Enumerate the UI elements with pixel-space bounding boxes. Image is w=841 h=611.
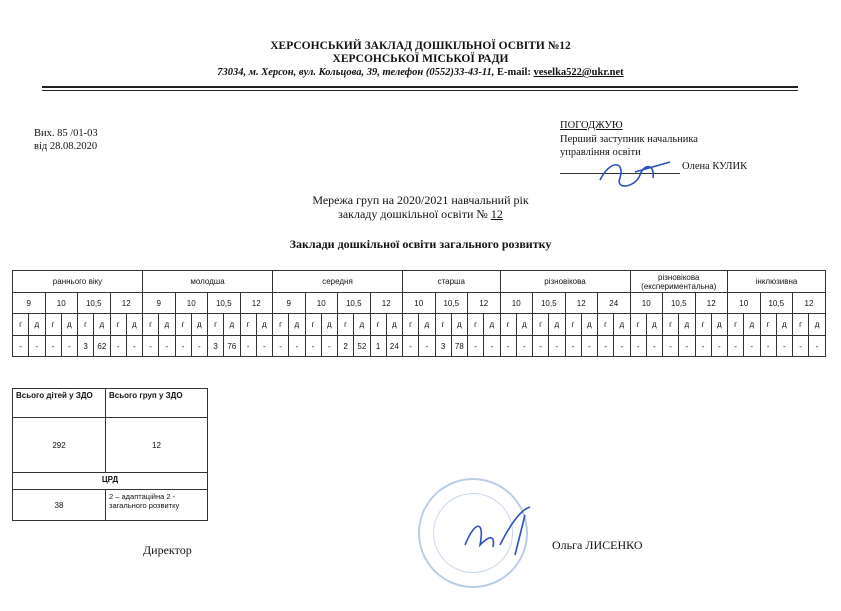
crd-total: 38 — [13, 490, 106, 521]
title-line2-prefix: закладу дошкільної освіти № — [338, 207, 488, 221]
sub-label-g: г — [598, 314, 614, 336]
value-cell: - — [565, 336, 581, 357]
group-header: середня — [273, 271, 403, 293]
title-line1: Мережа груп на 2020/2021 навчальний рік — [312, 193, 529, 207]
sub-label-d: д — [646, 314, 662, 336]
email-label: E-mail: — [497, 67, 531, 78]
group-header: інклюзивна — [728, 271, 826, 293]
value-cell: - — [403, 336, 419, 357]
value-cell: - — [126, 336, 142, 357]
value-cell: - — [679, 336, 695, 357]
approval-position: Перший заступник начальника — [560, 134, 698, 145]
hours-cell: 9 — [273, 293, 306, 314]
value-cell: - — [61, 336, 77, 357]
sub-label-d: д — [354, 314, 370, 336]
value-cell: - — [256, 336, 272, 357]
sub-label-g: г — [533, 314, 549, 336]
sub-label-d: д — [61, 314, 77, 336]
hours-cell: 10,5 — [533, 293, 566, 314]
institution-contacts — [0, 67, 841, 78]
group-header: раннього віку — [13, 271, 143, 293]
outgoing-number: Вих. 85 /01-03 — [34, 128, 98, 139]
values-row — [13, 336, 826, 357]
approval-department: управління освіти — [560, 147, 641, 158]
hours-cell: 9 — [143, 293, 176, 314]
sub-label-g: г — [403, 314, 419, 336]
sub-label-g: г — [468, 314, 484, 336]
value-cell: - — [240, 336, 256, 357]
sub-label-d: д — [94, 314, 110, 336]
value-cell: - — [776, 336, 792, 357]
value-cell: - — [646, 336, 662, 357]
title-line2 — [0, 207, 841, 222]
value-cell: - — [484, 336, 500, 357]
director-name: Ольга ЛИСЕНКО — [552, 538, 643, 552]
sub-label-g: г — [208, 314, 224, 336]
value-cell: - — [419, 336, 435, 357]
hours-cell: 10,5 — [208, 293, 241, 314]
group-header: старша — [403, 271, 501, 293]
sub-label-g: г — [338, 314, 354, 336]
sub-label-g: г — [695, 314, 711, 336]
sub-label-g: г — [13, 314, 29, 336]
value-cell: - — [110, 336, 126, 357]
sub-label-g: г — [370, 314, 386, 336]
hours-cell: 10,5 — [663, 293, 696, 314]
sub-label-g: г — [110, 314, 126, 336]
group-header: молодша — [143, 271, 273, 293]
hours-cell: 10,5 — [435, 293, 468, 314]
sub-label-d: д — [451, 314, 467, 336]
sub-label-d: д — [679, 314, 695, 336]
value-cell: - — [598, 336, 614, 357]
sub-label-g: г — [435, 314, 451, 336]
sub-label-g: г — [240, 314, 256, 336]
children-total: 292 — [13, 418, 106, 473]
sub-label-g: г — [760, 314, 776, 336]
title-line3: Заклади дошкільної освіти загального розвитку — [289, 237, 552, 251]
sub-label-d: д — [614, 314, 630, 336]
hours-cell: 10 — [728, 293, 761, 314]
sub-label-d: д — [744, 314, 760, 336]
sub-label-g: г — [793, 314, 809, 336]
value-cell: - — [614, 336, 630, 357]
hours-cell: 12 — [240, 293, 273, 314]
approval-heading: ПОГОДЖУЮ — [560, 120, 623, 131]
value-cell: - — [273, 336, 289, 357]
group-network-table — [12, 270, 826, 357]
hours-cell: 10 — [500, 293, 533, 314]
sub-label-g: г — [663, 314, 679, 336]
value-cell: - — [305, 336, 321, 357]
sub-label-g: г — [728, 314, 744, 336]
hours-cell: 10,5 — [760, 293, 793, 314]
value-cell: - — [13, 336, 29, 357]
value-cell: - — [143, 336, 159, 357]
hours-cell: 12 — [110, 293, 143, 314]
director-signature — [455, 505, 545, 560]
value-cell: - — [760, 336, 776, 357]
groups-total: 12 — [106, 418, 208, 473]
value-cell: 78 — [451, 336, 467, 357]
value-cell: 62 — [94, 336, 110, 357]
hours-cell: 24 — [598, 293, 631, 314]
sub-label-d: д — [776, 314, 792, 336]
address: 73034, м. Херсон, вул. Кольцова, 39, телефон (0552)33-43-11, — [217, 67, 495, 78]
groups-label: Всього груп у ЗДО — [106, 389, 208, 418]
value-cell: - — [533, 336, 549, 357]
hours-cell: 10,5 — [338, 293, 371, 314]
value-cell: - — [289, 336, 305, 357]
approval-name: Олена КУЛИК — [682, 161, 748, 172]
hours-cell: 10 — [45, 293, 78, 314]
sub-label-d: д — [549, 314, 565, 336]
sub-label-d: д — [581, 314, 597, 336]
value-cell: - — [630, 336, 646, 357]
value-cell: - — [793, 336, 809, 357]
value-cell: - — [516, 336, 532, 357]
sub-label-g: г — [305, 314, 321, 336]
sub-label-d: д — [224, 314, 240, 336]
value-cell: - — [175, 336, 191, 357]
sub-label-g: г — [78, 314, 94, 336]
value-cell: 2 — [338, 336, 354, 357]
hours-cell: 10 — [305, 293, 338, 314]
sub-label-g: г — [143, 314, 159, 336]
value-cell: - — [549, 336, 565, 357]
sub-label-g: г — [565, 314, 581, 336]
hours-cell: 10 — [175, 293, 208, 314]
value-cell: - — [695, 336, 711, 357]
header-divider — [42, 86, 798, 88]
hours-cell: 12 — [565, 293, 598, 314]
value-cell: 3 — [435, 336, 451, 357]
sub-label-g: г — [175, 314, 191, 336]
hours-cell: 12 — [793, 293, 826, 314]
header-divider-thin — [42, 90, 798, 91]
sub-label-d: д — [321, 314, 337, 336]
value-cell: 24 — [386, 336, 402, 357]
value-cell: - — [711, 336, 727, 357]
group-header: різновікова (експериментальна) — [630, 271, 728, 293]
sub-label-g: г — [45, 314, 61, 336]
sub-label-g: г — [500, 314, 516, 336]
crd-detail: 2 – адаптаційна 2 - загального розвитку — [106, 490, 208, 521]
sub-label-g: г — [273, 314, 289, 336]
value-cell: - — [809, 336, 826, 357]
sub-label-d: д — [484, 314, 500, 336]
children-label: Всього дітей у ЗДО — [13, 389, 106, 418]
sub-label-d: д — [711, 314, 727, 336]
summary-table — [12, 388, 208, 521]
sub-label-d: д — [159, 314, 175, 336]
hours-cell: 12 — [695, 293, 728, 314]
value-cell: - — [45, 336, 61, 357]
sub-label-d: д — [516, 314, 532, 336]
hours-cell: 10,5 — [78, 293, 111, 314]
email-link[interactable]: veselka522@ukr.net — [533, 67, 624, 78]
value-cell: - — [468, 336, 484, 357]
value-cell: - — [159, 336, 175, 357]
sub-label-d: д — [256, 314, 272, 336]
director-title: Директор — [143, 543, 192, 557]
value-cell: 1 — [370, 336, 386, 357]
sub-label-d: д — [29, 314, 45, 336]
value-cell: - — [728, 336, 744, 357]
value-cell: - — [663, 336, 679, 357]
hours-cell: 12 — [468, 293, 501, 314]
hours-cell: 10 — [630, 293, 663, 314]
value-cell: - — [191, 336, 207, 357]
hours-cell: 9 — [13, 293, 46, 314]
institution-council: ХЕРСОНСЬКОЇ МІСЬКОЇ РАДИ — [332, 53, 509, 65]
group-header: різновікова — [500, 271, 630, 293]
crd-label: ЦРД — [13, 473, 208, 490]
hours-cell: 12 — [370, 293, 403, 314]
group-names-row — [13, 271, 826, 293]
sub-label-d: д — [289, 314, 305, 336]
title-number: 12 — [490, 207, 503, 221]
value-cell: 3 — [78, 336, 94, 357]
value-cell: 3 — [208, 336, 224, 357]
value-cell: - — [29, 336, 45, 357]
value-cell: 76 — [224, 336, 240, 357]
sub-label-d: д — [809, 314, 826, 336]
outgoing-date: від 28.08.2020 — [34, 141, 98, 152]
sub-label-g: г — [630, 314, 646, 336]
value-cell: - — [500, 336, 516, 357]
value-cell: - — [321, 336, 337, 357]
approval-signature — [595, 150, 675, 195]
sub-label-d: д — [126, 314, 142, 336]
value-cell: - — [744, 336, 760, 357]
sub-label-d: д — [419, 314, 435, 336]
hours-cell: 10 — [403, 293, 436, 314]
value-cell: 52 — [354, 336, 370, 357]
sub-label-d: д — [191, 314, 207, 336]
value-cell: - — [581, 336, 597, 357]
hours-row — [13, 293, 826, 314]
sub-label-d: д — [386, 314, 402, 336]
institution-name: ХЕРСОНСЬКИЙ ЗАКЛАД ДОШКІЛЬНОЇ ОСВІТИ №12 — [270, 40, 571, 52]
subcolumn-row — [13, 314, 826, 336]
